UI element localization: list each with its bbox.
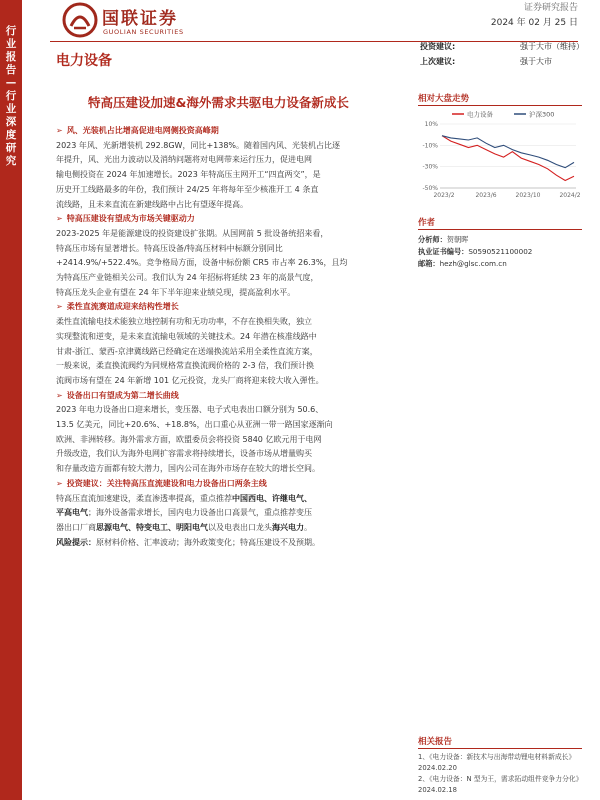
section-title: 设备出口有望成为第二增长曲线 [66,390,179,400]
risk-line [56,536,406,551]
cert-number: S0590521100002 [468,247,533,256]
text-line: 欧洲、非洲转移。海外需求方面，欧盟委员会将投资 5840 亿欧元用于电网 [56,434,322,444]
text-line [56,521,406,536]
section-heading [56,477,406,492]
section-heading [56,124,406,139]
x-tick-label: 2023/2 [433,192,455,199]
text-line: 甘肃-浙江、蒙西-京津冀线路已经确定在送端换流站采用全柔性直流方案， [56,346,318,356]
text-line: 一般来说，柔直换流阀约为同规格常直换流阀价格的 2-3 倍，我们预计换 [56,361,315,371]
chart-plot [418,106,582,202]
x-tick-label: 2023/10 [515,192,541,199]
relative-performance-chart [418,92,582,202]
y-tick-label: -10% [422,142,438,150]
bullet-icon: ➢ [56,214,63,224]
text-line: 为特高压产业链相关公司。我们认为 24 年招标将延续 23 年的高景气度， [56,273,319,283]
risk-text: 原材料价格、汇率波动；海外政策变化；特高压建设不及预期。 [96,537,320,547]
text-run: 以及电表出口龙头 [208,522,272,532]
section-title: 柔性直流赛道成迎来结构性增长 [66,302,179,312]
text-line [56,506,406,521]
section-title: 风、光装机占比增高促进电网侧投资高峰期 [66,126,219,135]
author-title: 作者 [418,216,582,230]
analyst-name: 贺朝晖 [446,235,469,244]
section-heading [56,389,406,404]
text-line: 年提升，风、光出力波动以及消纳问题将对电网带来运行压力，促进电网 [56,155,312,165]
text-line: 历史开工线路最多的年份，我们预计 24/25 年将每年至少核准开工 4 条直 [56,184,319,194]
text-line [56,492,406,507]
email-row [418,258,582,270]
text-line: 特高压市场有显著增长。特高压设备/特高压材料中标额分别同比 [56,243,283,253]
section-title: 特高压建设有望成为市场关键驱动力 [66,214,195,224]
side-strip-text: 行业报告—行业深度研究 [5,25,17,167]
report-date: 2024 年 02 月 25 日 [490,18,578,28]
bullet-icon: ➢ [56,126,63,135]
text-line: 流线路，且未来直流在新建线路中占比有望逐年提高。 [56,199,248,209]
report-body [56,124,406,550]
text-run: 特高压直流加速建设，柔直渗透率提高，重点推荐 [56,493,232,503]
cert-row [418,246,582,258]
text-line: 输电侧投资在 2024 年加速增长。2023 年特高压主网开工“四直两交”，是 [56,170,321,180]
text-line: +2414.9%/+522.4%。竞争格局方面，设备中标份额 CR5 市占率 26.3%，且均 [56,258,348,268]
recommended-companies: 思源电气、特变电工、明阳电气 [96,522,208,532]
analyst-row [418,234,582,246]
y-tick-label: -30% [422,163,438,171]
email-label: 邮箱： [418,259,440,268]
author-box [418,216,582,270]
logo-name-cn: 国联证券 [102,9,178,29]
section-paragraph [56,403,406,477]
section-heading [56,300,406,315]
text-line: 2023-2025 年是能源建设的投资建设扩张期。从国网前 5 批设备统招来看， [56,228,329,238]
section-paragraph [56,139,406,213]
email-link[interactable]: hezh@glsc.com.cn [439,259,507,268]
risk-label: 风险提示： [56,537,96,547]
related-title: 相关报告 [418,735,582,749]
text-line: 升级改造，我们认为海外电网扩容需求将持续增长，设备市场从增量购买 [56,449,312,459]
recommended-companies: 中国西电、许继电气、 [232,493,312,503]
y-tick-label: -50% [422,185,438,192]
bullet-icon: ➢ [56,478,63,488]
y-tick-label: 10% [424,121,438,128]
bullet-icon: ➢ [56,390,63,400]
x-tick-label: 2023/6 [475,192,497,199]
cert-label: 执业证书编号： [418,247,469,256]
related-report-item[interactable]: 2、《电力设备：N 型为王，需求拓动组件竞争力分化》2024.02.18 [418,775,580,794]
investment-paragraph [56,492,406,551]
section-title: 投资建议：关注特高压直流建设和电力设备出口两条主线 [66,478,267,488]
related-report-item[interactable]: 1、《电力设备：新技术与出海带动锂电材料新成长》2024.02.20 [418,753,576,772]
text-line: 流阀市场有望在 24 年新增 101 亿元投资，龙头厂商将迎来较大收入弹性。 [56,375,324,385]
rating-current-label: 投资建议: [420,42,456,51]
report-type: 证券研究报告 [523,3,578,13]
text-run: 器出口厂商 [56,522,96,532]
rating-current [420,41,584,52]
bullet-icon: ➢ [56,302,63,312]
recommended-companies: 平高电气 [56,508,88,518]
text-run: 。 [304,522,312,532]
rating-current-value: 强于大市（维持） [520,42,584,51]
logo-mark-icon [62,2,98,38]
rating-previous [420,56,580,67]
text-line: 特高压龙头企业有望在 24 年下半年迎来业绩兑现，提高盈利水平。 [56,287,296,297]
text-line: 2023 年风、光新增装机 292.8GW，同比+138%。随着国内风、光装机占比逐 [56,140,341,150]
industry-title: 电力设备 [56,53,112,69]
section-paragraph [56,315,406,389]
series-line [442,136,574,168]
text-line: 和存量改造方面都有较大潜力，国内公司在海外市场存在较大的增长空间。 [56,464,320,474]
section-paragraph [56,227,406,301]
analyst-label: 分析师： [418,235,447,244]
rating-previous-value: 强于大市 [520,57,552,66]
rating-previous-label: 上次建议: [420,57,456,66]
legend-label: 电力设备 [467,110,493,119]
recommended-companies: 海兴电力 [272,522,304,532]
text-line: 柔性直流输电技术能独立地控制有功和无功功率，不存在换相失败，独立 [56,317,312,327]
related-reports [418,735,582,796]
x-tick-label: 2024/2 [559,192,581,199]
chart-title: 相对大盘走势 [418,92,582,106]
series-line [442,136,574,181]
text-line: 13.5 亿美元，同比+20.6%、+18.8%，出口重心从亚洲一带一路国家逐渐向 [56,420,333,430]
text-run: ；海外设备需求增长，国内电力设备出口高景气，重点推荐变压 [88,508,312,518]
text-line: 2023 年电力设备出口迎来增长，变压器、电子式电表出口额分别为 50.6、 [56,405,324,415]
report-headline: 特高压建设加速&海外需求共驱电力设备新成长 [88,95,349,110]
logo-name-en: GUOLIAN SECURITIES [103,28,184,36]
company-logo [62,2,242,42]
side-strip [0,0,22,800]
legend-label: 沪深300 [529,110,555,119]
section-heading [56,212,406,227]
text-line: 实现整流和逆变，是未来直流输电领域的关键技术。24 年潜在核准线路中 [56,331,317,341]
